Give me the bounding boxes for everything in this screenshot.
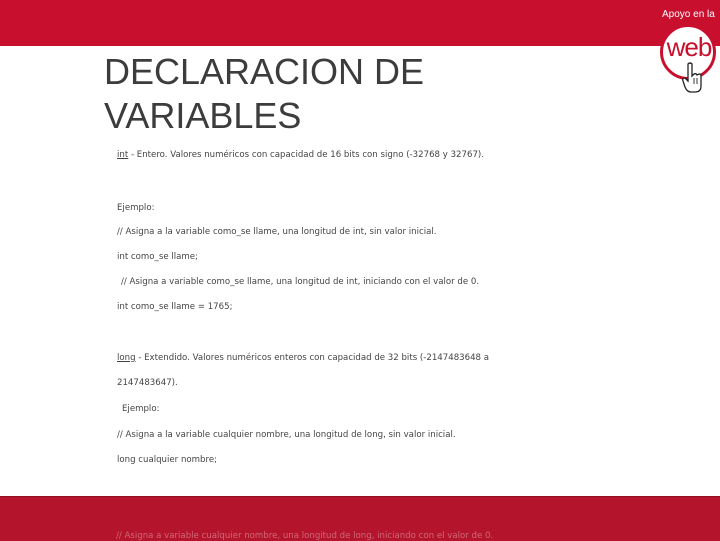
title-line-2: VARIABLES — [104, 95, 302, 136]
example-1-label: Ejemplo: — [117, 203, 155, 213]
header-band — [0, 0, 720, 46]
long-desc-continuation: 2147483647). — [117, 378, 178, 388]
long-desc-text: - Extendido. Valores numéricos enteros con capacidad de 32 bits (-2147483648 a — [135, 353, 490, 363]
int-desc-text: - Entero. Valores numéricos con capacidad de 16 bits con signo (-32768 y 32767). — [128, 150, 484, 160]
code-line-2: int como_se llame = 1765; — [117, 302, 233, 312]
logo-word: web — [666, 32, 712, 62]
logo-caption: Apoyo en la — [662, 9, 715, 20]
int-description — [117, 150, 484, 160]
title-line-1: DECLARACION DE — [104, 51, 425, 92]
code-line-3: long cualquier nombre; — [117, 455, 218, 465]
cut-off-comment-line: // Asigna a variable cualquier nombre, una longitud de long, iniciando con el valor de 0. — [116, 531, 494, 541]
example-2-label: Ejemplo: — [122, 404, 160, 414]
pointer-hand-icon — [680, 62, 704, 94]
int-keyword: int — [117, 150, 129, 160]
comment-line-2: // Asigna a variable como_se llame, una longitud de int, iniciando con el valor de 0. — [121, 277, 480, 287]
long-keyword: long — [117, 353, 136, 363]
long-description — [117, 353, 489, 363]
comment-line-1: // Asigna a la variable como_se llame, una longitud de int, sin valor inicial. — [117, 227, 437, 237]
slide-title — [104, 50, 624, 138]
code-line-1: int como_se llame; — [117, 252, 198, 262]
comment-line-3: // Asigna a la variable cualquier nombre, una longitud de long, sin valor inicial. — [117, 430, 456, 440]
